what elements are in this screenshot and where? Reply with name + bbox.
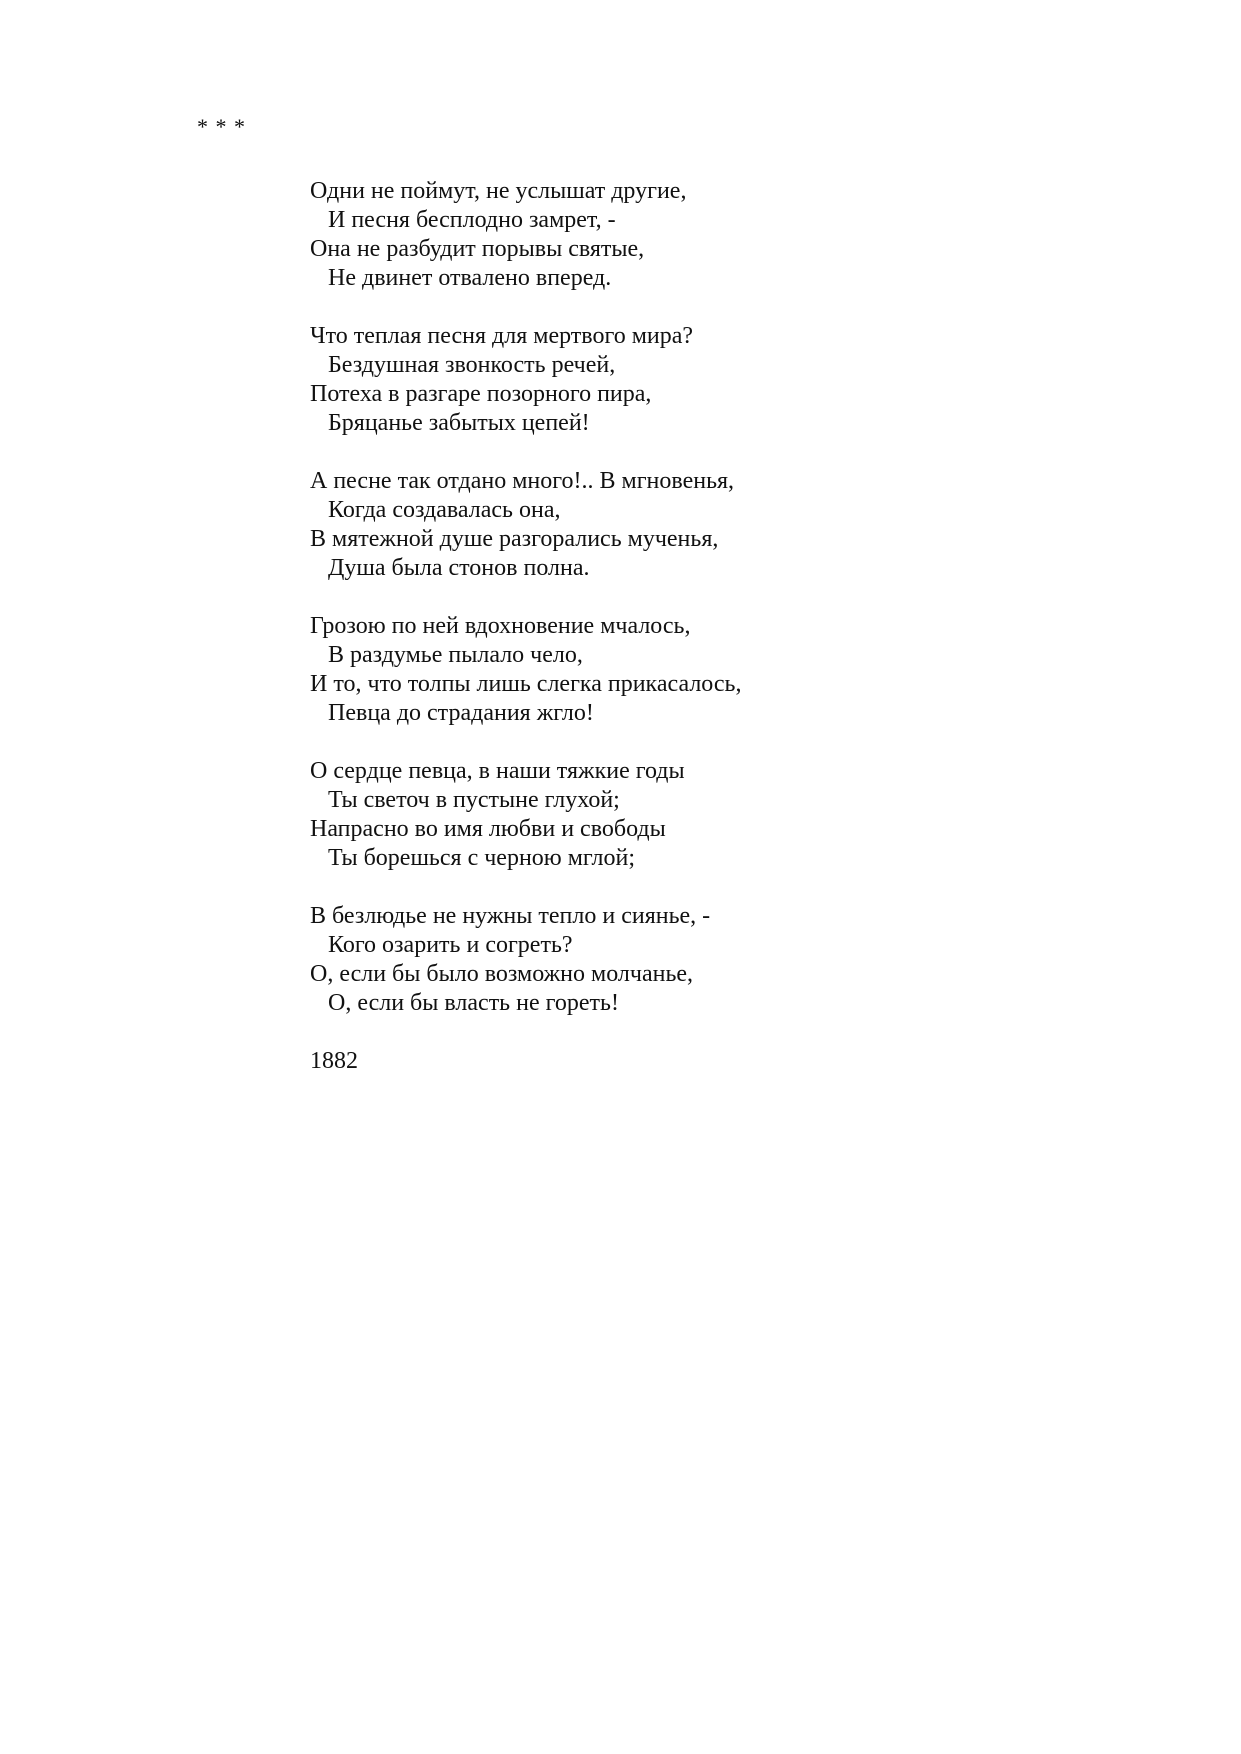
poem-line: О, если бы власть не гореть! — [328, 990, 619, 1016]
poem-line: Напрасно во имя любви и свободы — [310, 816, 666, 842]
poem-line: Потеха в разгаре позорного пира, — [310, 381, 652, 407]
poem-line: Когда создавалась она, — [328, 497, 561, 523]
poem-line: В безлюдье не нужны тепло и сиянье, - — [310, 903, 711, 929]
poem-line: Ты борешься с черною мглой; — [328, 845, 636, 871]
poem-line: В мятежной душе разгорались мученья, — [310, 526, 719, 552]
poem-line: И песня бесплодно замрет, - — [328, 207, 616, 233]
poem-line: Грозою по ней вдохновение мчалось, — [310, 613, 691, 639]
stanza — [310, 612, 741, 728]
poem — [310, 177, 741, 1076]
poem-line: В раздумье пылало чело, — [328, 642, 583, 668]
poem-line: Бряцанье забытых цепей! — [328, 410, 590, 436]
stanza — [310, 322, 741, 438]
poem-line: Не двинет отвалено вперед. — [328, 265, 612, 291]
stanza — [310, 757, 741, 873]
poem-line: Что теплая песня для мертвого мира? — [310, 323, 694, 349]
poem-line: И то, что толпы лишь слегка прикасалось, — [310, 671, 742, 697]
stanza — [310, 177, 741, 293]
poem-line: О, если бы было возможно молчанье, — [310, 961, 694, 987]
stanza — [310, 467, 741, 583]
stanza — [310, 902, 741, 1018]
poem-line: Кого озарить и согреть? — [328, 932, 573, 958]
poem-line: Певца до страдания жгло! — [328, 700, 594, 726]
poem-line: Она не разбудит порывы святые, — [310, 236, 645, 262]
poem-line: Одни не поймут, не услышат другие, — [310, 178, 687, 204]
poem-line: О сердце певца, в наши тяжкие годы — [310, 758, 685, 784]
poem-line: А песне так отдано много!.. В мгновенья, — [310, 468, 735, 494]
title-asterisks: * * * — [197, 114, 246, 139]
poem-year: 1882 — [310, 1048, 358, 1074]
poem-line: Душа была стонов полна. — [328, 555, 590, 581]
poem-line: Ты светоч в пустыне глухой; — [328, 787, 620, 813]
poem-line: Бездушная звонкость речей, — [328, 352, 616, 378]
